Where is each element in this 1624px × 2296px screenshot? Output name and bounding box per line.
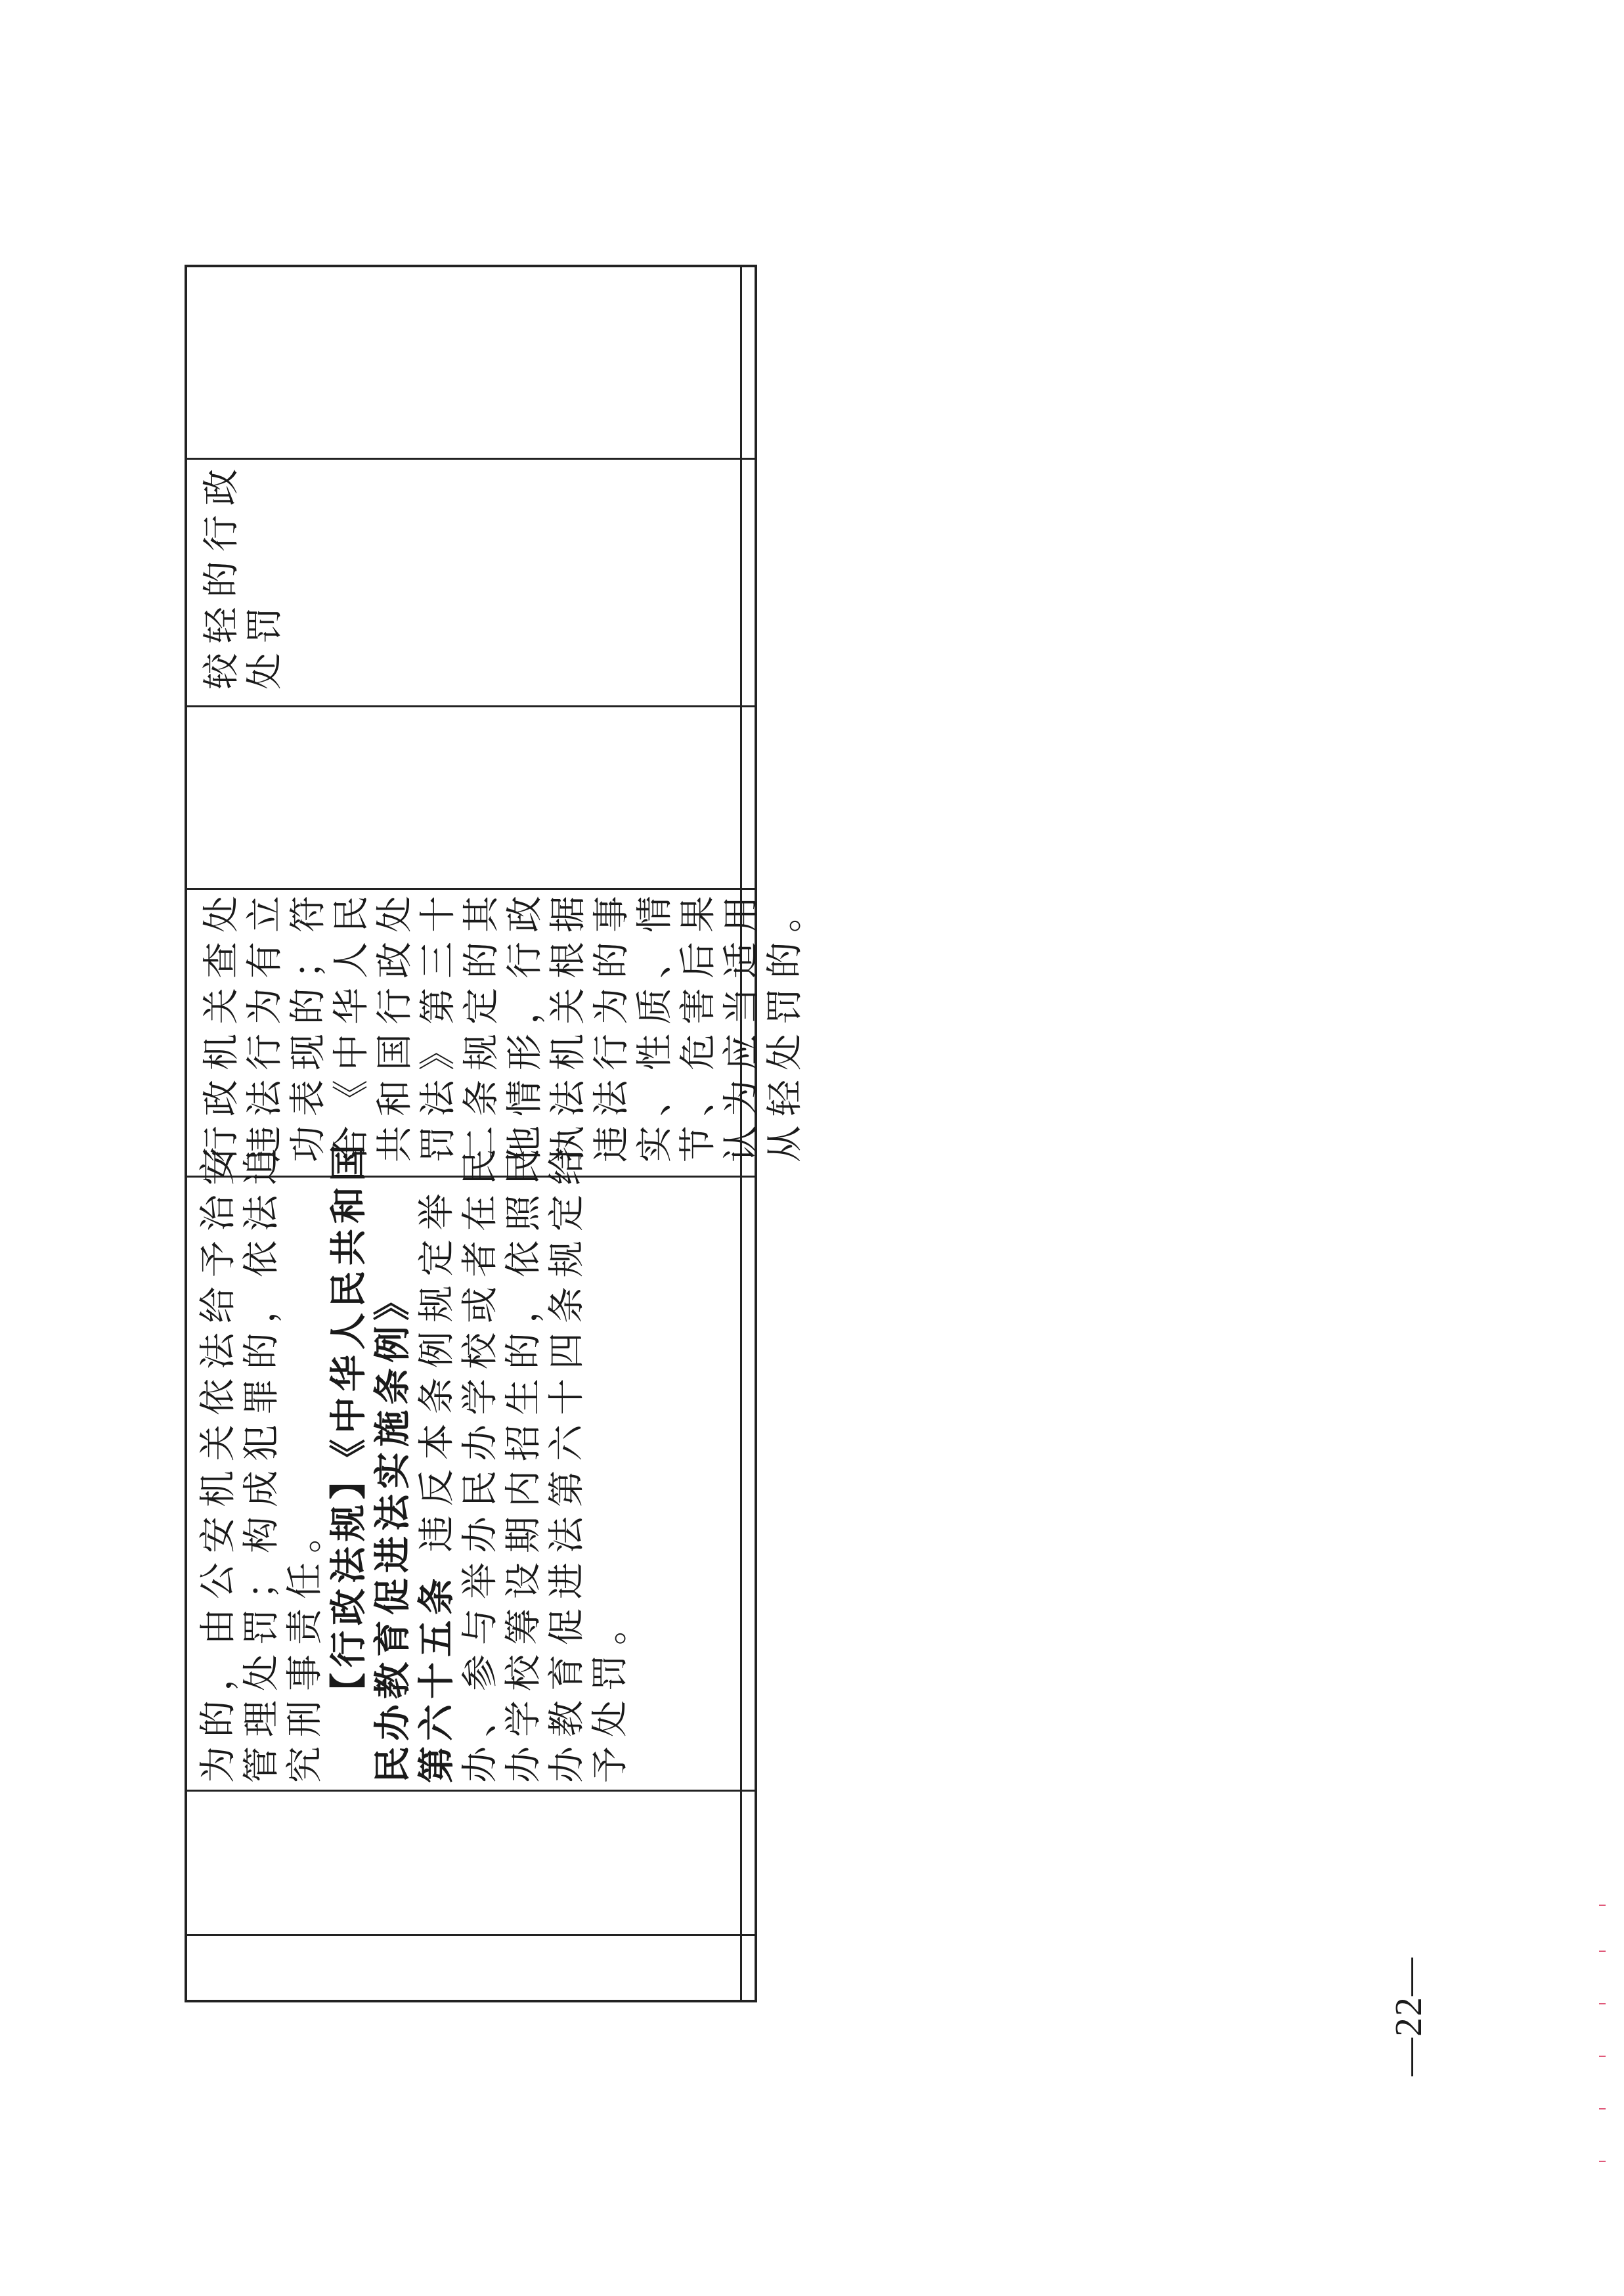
mitigating-circumstances-cell — [200, 880, 807, 1162]
column-divider — [187, 1790, 755, 1792]
legal-basis-text: 为的，由公安机关依法给予治安管理处罚；构成犯罪的，依法追究刑事责任。 — [197, 1139, 326, 1783]
column-divider — [187, 705, 755, 707]
article-label: 第六十五条 — [415, 1573, 458, 1783]
column-divider — [187, 1934, 755, 1936]
regulation-heading: 【行政法规】《中华人民共和国民办教育促进法实施条例》 — [327, 1139, 414, 1783]
article-body: 违反本条例规定举办、参与举办民办学校或者在民办学校筹设期内招生的，依照民办教育促进法第六十四条规定给予处罚。 — [416, 1139, 632, 1783]
penalty-type-cell — [200, 460, 287, 690]
penalty-type-text: 较轻的行政处罚 — [200, 460, 286, 690]
page-number-text: —22— — [1387, 1956, 1430, 2076]
scan-edge-marks — [1599, 1905, 1606, 2207]
page-number — [1382, 1944, 1441, 2088]
mitigating-circumstances-text: 行政机关查处违法行为有立功表现的；符合《中华人民共和国行政处罚法》第三十二条规定的其他情形，行政执法机关根据违法行为的事实、性质、情节、危害后果认为应当适用从轻处罚的。 — [200, 887, 806, 1162]
legal-basis-cell — [197, 1126, 632, 1783]
